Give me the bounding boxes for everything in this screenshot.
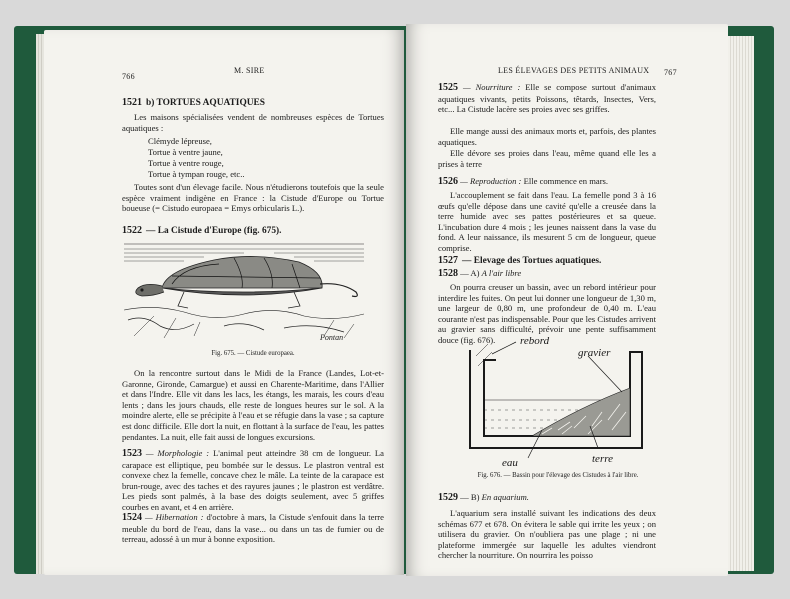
left-page-number: 766	[122, 72, 135, 81]
figure-675-caption: Fig. 675. — Cistude europaea.	[211, 350, 295, 357]
section-number: 1526	[438, 176, 458, 187]
section-1524	[122, 512, 384, 545]
list-item: Tortue à ventre rouge,	[148, 158, 224, 168]
list-item: Tortue à tympan rouge, etc..	[148, 169, 245, 179]
paragraph-basin: On pourra creuser un bassin, avec un rebord intérieur pour interdire les fuites. On peut lui donner une longueur de 1,30 m, une largeur de 0,80 m, une profondeur de 0,40 m. L'eau courante n'est pas indispensable. Pour que les Cistudes arrivent au gravier sans difficulté, prévoir une pente suffisamment douce (fig. 676).	[438, 282, 656, 345]
section-text: Elle se compose surtout d'animaux aquatiques vivants, petits Poissons, têtards, Insectes, Vers, etc... La Cistude lacère ses proies avec ses griffes.	[438, 82, 656, 115]
label-eau: eau	[502, 457, 518, 469]
section-number: 1523	[122, 448, 142, 459]
section-title: A l'air libre	[481, 268, 522, 278]
figure-675-signature: Pontan	[320, 333, 344, 342]
paragraph-reproduction: L'accouplement se fait dans l'eau. La femelle pond 3 à 16 œufs qu'elle dépose dans une cavité qu'elle a creusée dans la terre humide avec ses pattes postérieures et sa queue. L'incubation dure 4 mois ; les jeunes naissent dans la vase du fond. A leur naissance, ils mesurent 5 cm de longueur, queue comprise.	[438, 190, 656, 253]
section-title: b) TORTUES AQUATIQUES	[146, 98, 265, 108]
section-number: 1522	[122, 225, 142, 236]
section-title: — La Cistude d'Europe (fig. 675).	[146, 226, 282, 236]
section-label: — B)	[460, 492, 480, 502]
section-1527	[438, 250, 656, 268]
paragraph-aquarium: L'aquarium sera installé suivant les indications des deux schémas 677 et 678. On évitera le sable qui irrite les yeux ; on utilisera du gravier. On n'oubliera pas une plage ; ni une plateforme immergée sur laquelle les adultes viendront chercher la nourriture. On nourrira les poisso	[438, 508, 656, 561]
section-title: En aquarium.	[481, 492, 529, 502]
section-number: 1525	[438, 82, 458, 93]
list-item: Clémyde lépreuse,	[148, 136, 212, 146]
section-label: — A)	[460, 268, 480, 278]
figure-676-basin-diagram	[462, 330, 662, 470]
section-number: 1524	[122, 512, 142, 523]
section-1526	[438, 176, 656, 188]
section-label: — Reproduction :	[460, 176, 522, 186]
section-text: d'octobre à mars, la Cistude s'enfouit dans la terre meuble du bord de l'eau, dans la vase... ou dans un tas de fumier ou de terreau, adossé à un mur à bonne exposition.	[122, 512, 384, 545]
paragraph-habitat: On la rencontre surtout dans le Midi de la France (Landes, Lot-et-Garonne, Gironde, Camargue) et aussi en Charente-Maritime, dans l'Allier et dans l'Indre. Elle vit dans les lacs, les étangs, les marais, les cours d'eau lents ; dans les jours chauds, elle reste de longues heures sur le sol. A la moindre alerte, elle se précipite à l'eau et se réfugie dans la vase ; sa capture est donc difficile. Elle dort la nuit, en flottant à la surface de l'eau, les pattes pendantes. La nuit, elle fait aussi de longues excursions.	[122, 368, 384, 442]
section-label: — Hibernation :	[144, 512, 204, 522]
figure-675-turtle	[124, 236, 364, 344]
paragraph-easy: Toutes sont d'un élevage facile. Nous n'étudierons toutefois que la seule espèce vraiment indigène en France : la Cistude d'Europe ou Tortue boueuse (= Cistudo europaea = Emys orbicularis L.).	[122, 182, 384, 214]
figure-676-caption: Fig. 676. — Bassin pour l'élevage des Cistudes à l'air libre.	[477, 472, 639, 479]
left-page	[44, 30, 404, 575]
species-list	[148, 136, 245, 180]
section-1521	[122, 92, 388, 110]
section-title: — Elevage des Tortues aquatiques.	[462, 256, 602, 266]
section-number: 1521	[122, 97, 142, 108]
paragraph-dead-animals: Elle mange aussi des animaux morts et, parfois, des plantes aquatiques.	[438, 126, 656, 147]
section-text: L'animal peut atteindre 38 cm de longueur. La carapace est elliptique, peu bombée sur le dessus. Le plastron ventral est convexe chez la femelle, concave chez le mâle. La teinte de la carapace est brun-rouge, avec des taches et des rayures jaunes ; le plastron est verdâtre. Les pieds sont palmés, à la base des doigts seulement, avec 5 griffes courbes en avant, et 4 en arrière.	[122, 448, 384, 512]
right-page-number: 767	[664, 68, 677, 77]
section-1528	[438, 268, 656, 280]
section-1529	[438, 492, 656, 504]
section-label: — Nourriture :	[462, 82, 521, 92]
label-gravier: gravier	[578, 347, 611, 359]
page-edge-right	[728, 36, 754, 571]
list-item: Tortue à ventre jaune,	[148, 147, 223, 157]
section-text: Elle commence en mars.	[523, 176, 609, 186]
section-label: — Morphologie :	[145, 448, 210, 458]
label-terre: terre	[592, 453, 613, 465]
intro-paragraph: Les maisons spécialisées vendent de nombreuses espèces de Tortues aquatiques :	[122, 112, 384, 133]
section-number: 1529	[438, 492, 458, 503]
right-running-head: LES ÉLEVAGES DES PETITS ANIMAUX	[498, 66, 650, 75]
section-1525	[438, 82, 656, 115]
paragraph-devours: Elle dévore ses proies dans l'eau, même quand elle les a prises à terre	[438, 148, 656, 169]
left-running-head: M. SIRE	[234, 66, 265, 75]
section-1523	[122, 448, 384, 513]
section-number: 1528	[438, 268, 458, 279]
section-number: 1527	[438, 255, 458, 266]
label-rebord: rebord	[520, 335, 550, 347]
right-page	[406, 24, 728, 576]
